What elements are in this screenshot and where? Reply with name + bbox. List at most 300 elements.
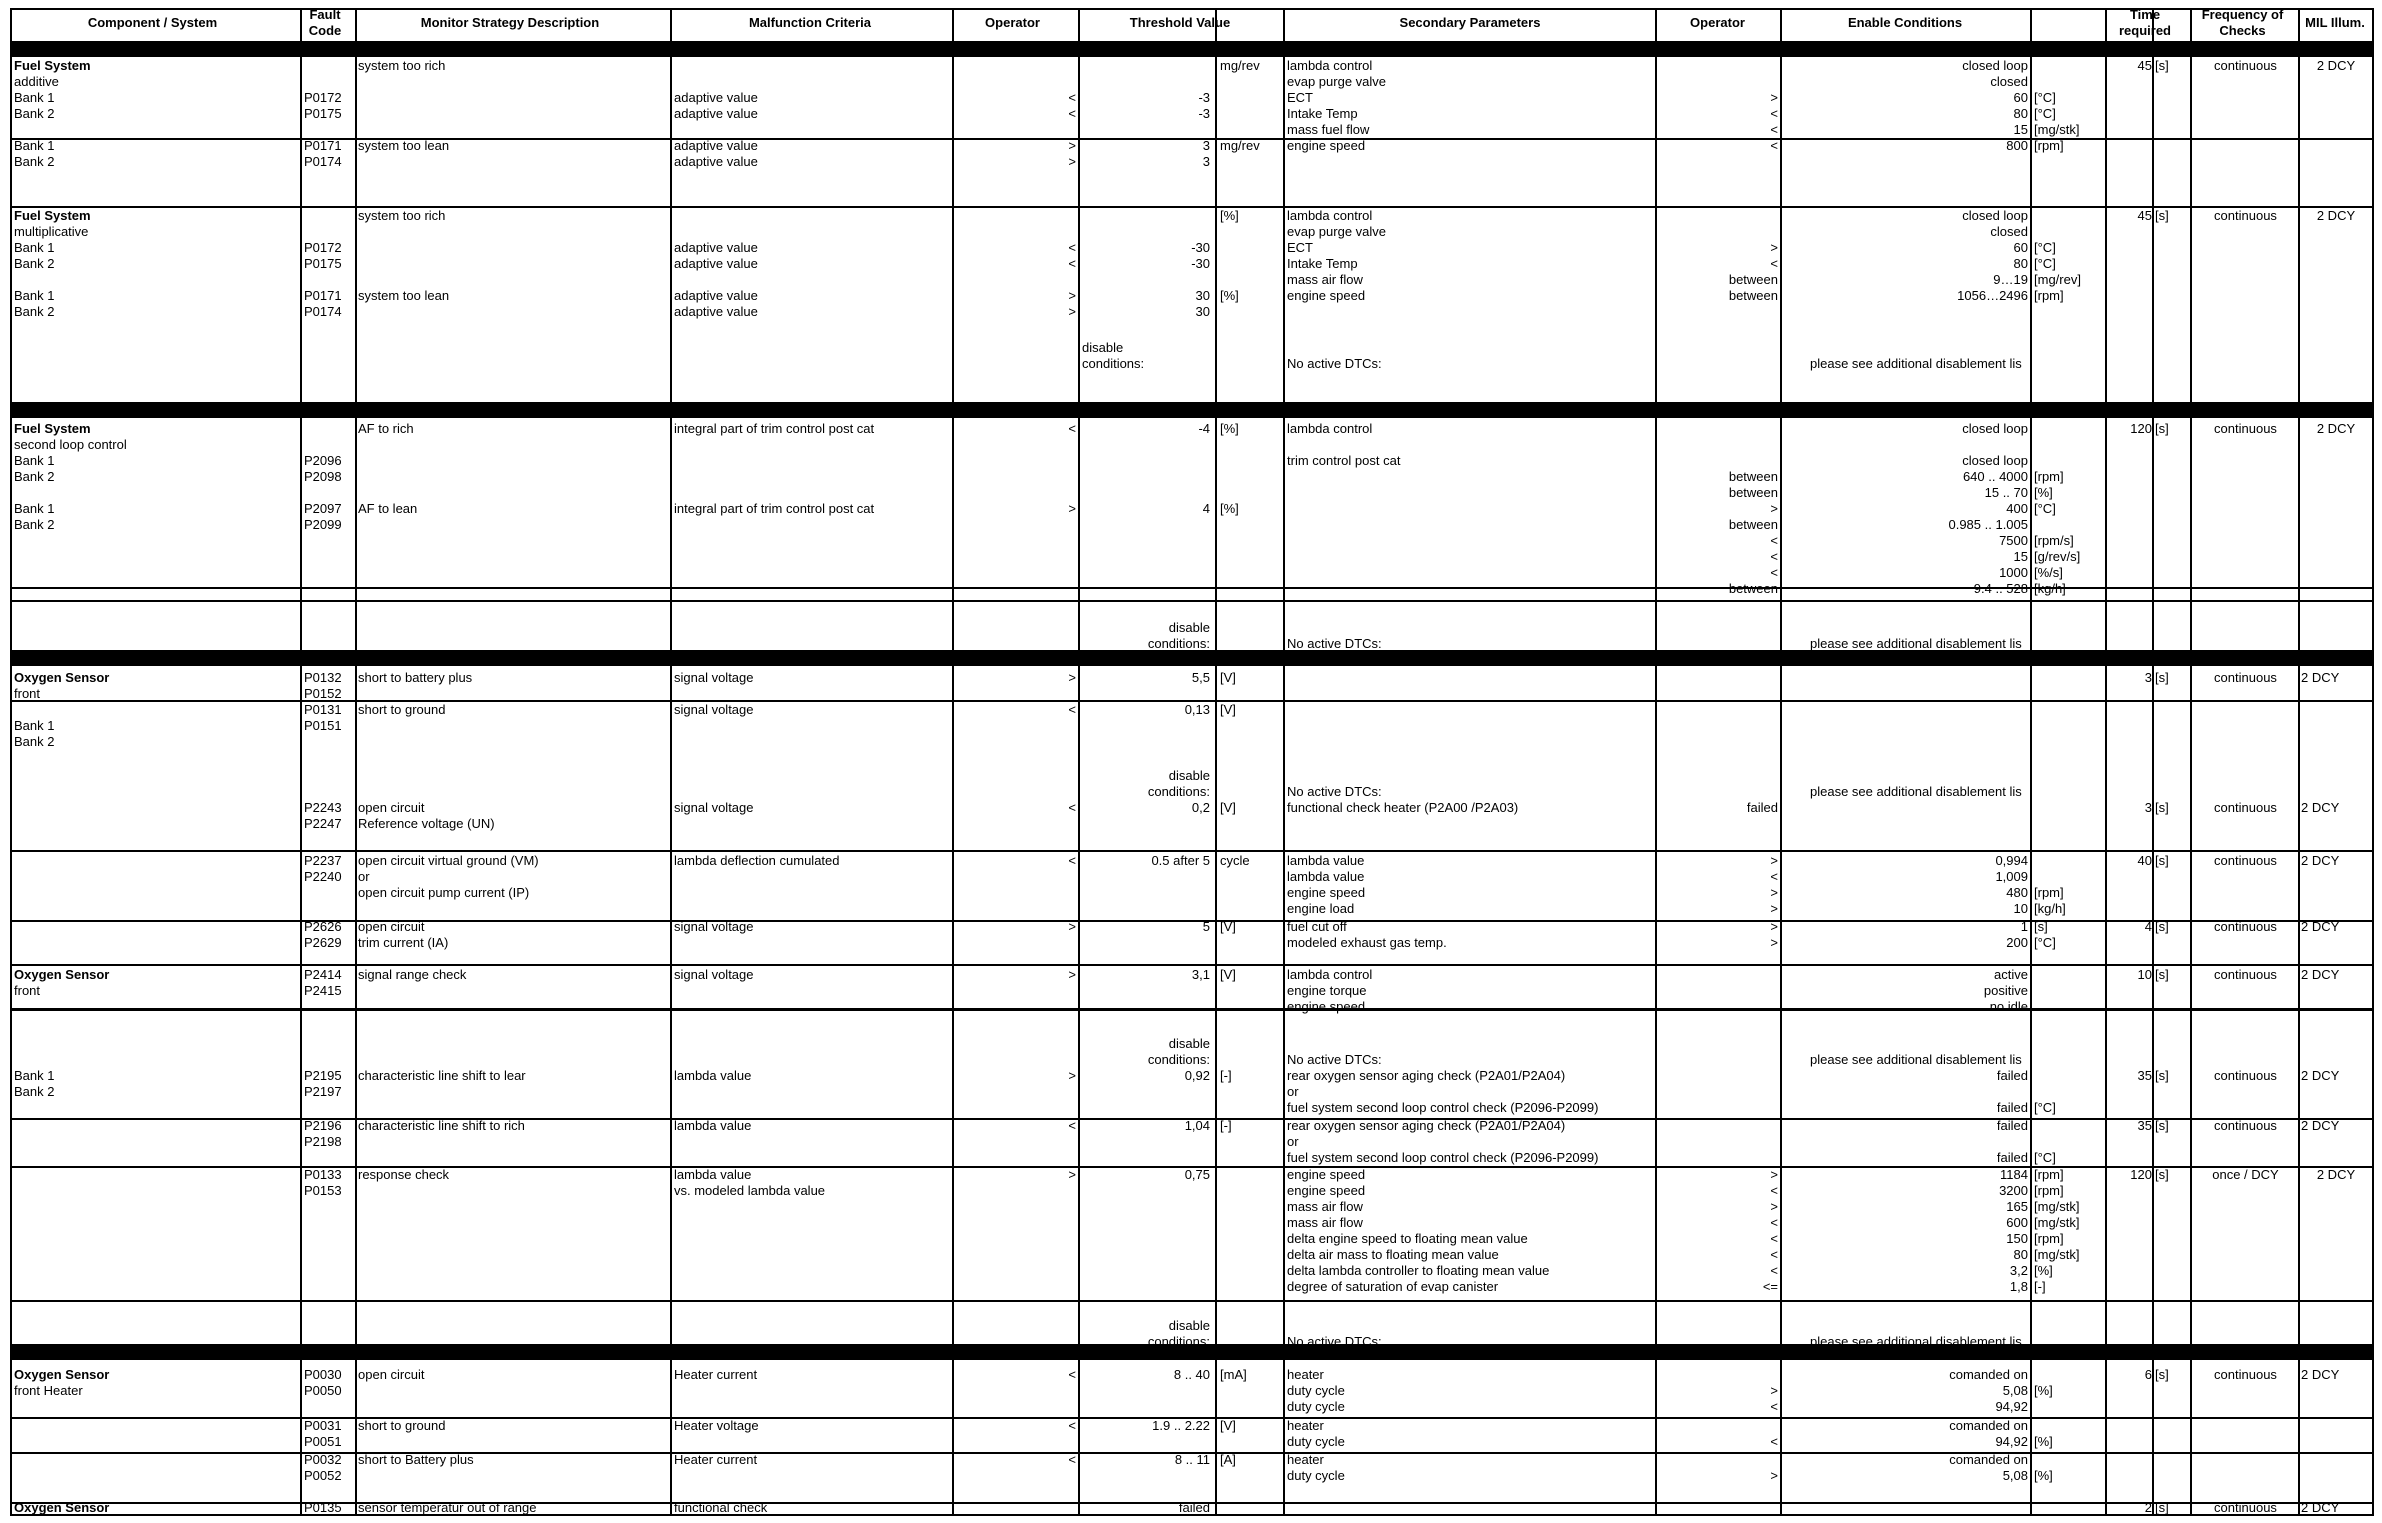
table-cell: [mA] bbox=[1220, 1367, 1247, 1382]
enable-value: comanded on bbox=[1949, 1367, 2028, 1382]
operator-value: > bbox=[1068, 288, 1076, 303]
time-value: 10 bbox=[2137, 967, 2152, 982]
mil-value: 2 DCY bbox=[2316, 421, 2356, 436]
col-header-malfunction: Malfunction Criteria bbox=[748, 15, 872, 30]
row-rule bbox=[10, 8, 2372, 10]
enable-value: 60 bbox=[2013, 90, 2028, 105]
table-cell: [s] bbox=[2155, 1500, 2169, 1515]
table-cell: [°C] bbox=[2034, 501, 2056, 516]
threshold-value: disable bbox=[1168, 768, 1210, 783]
table-cell: mg/rev bbox=[1220, 58, 1260, 73]
enable-value: 3,2 bbox=[2009, 1263, 2028, 1278]
operator-value: < bbox=[1770, 869, 1778, 884]
table-cell: [°C] bbox=[2034, 90, 2056, 105]
enable-value: failed bbox=[1996, 1118, 2028, 1133]
table-cell: adaptive value bbox=[674, 154, 758, 169]
fault-code: P0174 bbox=[304, 304, 342, 319]
threshold-value: 8 .. 40 bbox=[1173, 1367, 1210, 1382]
table-cell: [rpm] bbox=[2034, 1231, 2064, 1246]
section-divider-bar bbox=[10, 41, 2372, 57]
table-cell: Bank 2 bbox=[14, 734, 55, 749]
frequency-value: continuous bbox=[2214, 670, 2277, 685]
table-cell: [s] bbox=[2155, 670, 2169, 685]
table-cell: Intake Temp bbox=[1287, 256, 1358, 271]
threshold-value: -3 bbox=[1198, 106, 1210, 121]
table-cell: [s] bbox=[2155, 1167, 2169, 1182]
operator-value: < bbox=[1068, 1418, 1076, 1433]
operator-value: < bbox=[1770, 1263, 1778, 1278]
operator-value: > bbox=[1068, 1167, 1076, 1182]
table-cell: integral part of trim control post cat bbox=[674, 421, 875, 436]
table-cell: Bank 2 bbox=[14, 517, 55, 532]
enable-value: 800 bbox=[2006, 138, 2028, 153]
enable-value: closed loop bbox=[1962, 453, 2028, 468]
table-cell: [kg/h] bbox=[2034, 901, 2066, 916]
table-cell: [mg/rev] bbox=[2034, 272, 2081, 287]
threshold-value: 5 bbox=[1202, 919, 1210, 934]
table-cell: adaptive value bbox=[674, 256, 758, 271]
table-cell: heater bbox=[1287, 1418, 1324, 1433]
threshold-value: conditions: bbox=[1147, 1052, 1210, 1067]
operator-value: < bbox=[1770, 1247, 1778, 1262]
table-cell: signal range check bbox=[358, 967, 467, 982]
table-cell: characteristic line shift to lear bbox=[358, 1068, 526, 1083]
section-divider-bar bbox=[10, 650, 2372, 666]
fault-code: P0032 bbox=[304, 1452, 342, 1467]
enable-value: comanded on bbox=[1949, 1418, 2028, 1433]
table-cell: [-] bbox=[1220, 1068, 1232, 1083]
enable-value: 165 bbox=[2006, 1199, 2028, 1214]
operator-value: < bbox=[1068, 1452, 1076, 1467]
column-rule bbox=[952, 8, 954, 1516]
section-divider-bar bbox=[10, 402, 2372, 418]
threshold-value: failed bbox=[1178, 1500, 1210, 1515]
enable-value: 0.985 .. 1.005 bbox=[1948, 517, 2028, 532]
table-cell: rear oxygen sensor aging check (P2A01/P2A04) bbox=[1287, 1118, 1566, 1133]
enable-value: closed loop bbox=[1962, 421, 2028, 436]
enable-value: 200 bbox=[2006, 935, 2028, 950]
table-cell: sensor temperatur out of range bbox=[358, 1500, 537, 1515]
table-cell: rear oxygen sensor aging check (P2A01/P2A04) bbox=[1287, 1068, 1566, 1083]
time-value: 4 bbox=[2144, 919, 2152, 934]
table-cell: Bank 1 bbox=[14, 501, 55, 516]
fault-code: P2096 bbox=[304, 453, 342, 468]
row-rule bbox=[10, 964, 2372, 966]
table-cell: AF to rich bbox=[358, 421, 414, 436]
operator-value: < bbox=[1770, 1215, 1778, 1230]
component-name: Fuel System bbox=[14, 58, 91, 73]
table-cell: fuel system second loop control check (P2096-P2099) bbox=[1287, 1150, 1599, 1165]
table-cell: open circuit bbox=[358, 919, 425, 934]
enable-value: 15 bbox=[2013, 122, 2028, 137]
component-sub: front bbox=[14, 686, 41, 701]
mil-value: 2 DCY bbox=[2301, 800, 2340, 815]
table-cell: mass air flow bbox=[1287, 272, 1363, 287]
table-cell: [rpm/s] bbox=[2034, 533, 2074, 548]
table-cell: Bank 2 bbox=[14, 106, 55, 121]
table-cell: lambda control bbox=[1287, 967, 1373, 982]
table-cell: [-] bbox=[2034, 1279, 2046, 1294]
frequency-value: continuous bbox=[2214, 1068, 2277, 1083]
table-cell: adaptive value bbox=[674, 240, 758, 255]
table-cell: signal voltage bbox=[674, 967, 754, 982]
fault-code: P0171 bbox=[304, 138, 342, 153]
operator-value: < bbox=[1068, 256, 1076, 271]
table-cell: heater bbox=[1287, 1367, 1324, 1382]
operator-value: > bbox=[1770, 240, 1778, 255]
table-cell: [s] bbox=[2155, 1068, 2169, 1083]
threshold-value: 1.9 .. 2.22 bbox=[1152, 1418, 1210, 1433]
table-cell: No active DTCs: bbox=[1287, 1052, 1382, 1067]
operator-value: > bbox=[1770, 885, 1778, 900]
col-header-time: Time required bbox=[2118, 7, 2171, 38]
table-cell: adaptive value bbox=[674, 138, 758, 153]
fault-code: P0172 bbox=[304, 90, 342, 105]
table-cell: short to battery plus bbox=[358, 670, 473, 685]
time-value: 45 bbox=[2137, 208, 2152, 223]
time-value: 3 bbox=[2144, 670, 2152, 685]
table-cell: delta lambda controller to floating mean value bbox=[1287, 1263, 1550, 1278]
table-cell: characteristic line shift to rich bbox=[358, 1118, 525, 1133]
table-cell: [s] bbox=[2155, 853, 2169, 868]
operator-value: > bbox=[1068, 304, 1076, 319]
table-cell: functional check heater (P2A00 /P2A03) bbox=[1287, 800, 1519, 815]
table-cell: engine speed bbox=[1287, 288, 1366, 303]
table-cell: [rpm] bbox=[2034, 469, 2064, 484]
enable-value: 150 bbox=[2006, 1231, 2028, 1246]
row-rule bbox=[10, 600, 2372, 602]
fault-code: P2414 bbox=[304, 967, 342, 982]
table-cell: [-] bbox=[1220, 1118, 1232, 1133]
fault-code: P2415 bbox=[304, 983, 342, 998]
component-sub: front Heater bbox=[14, 1383, 83, 1398]
row-rule bbox=[10, 850, 2372, 852]
column-rule bbox=[300, 8, 302, 1516]
row-rule bbox=[10, 1300, 2372, 1302]
table-cell: mass fuel flow bbox=[1287, 122, 1370, 137]
table-cell: Reference voltage (UN) bbox=[358, 816, 495, 831]
table-cell: cycle bbox=[1220, 853, 1250, 868]
table-cell: delta engine speed to floating mean value bbox=[1287, 1231, 1528, 1246]
table-cell: duty cycle bbox=[1287, 1434, 1345, 1449]
threshold-value: conditions: bbox=[1147, 1334, 1210, 1349]
enable-value: 80 bbox=[2013, 256, 2028, 271]
table-cell: degree of saturation of evap canister bbox=[1287, 1279, 1499, 1294]
mil-value: 2 DCY bbox=[2301, 1118, 2340, 1133]
column-rule bbox=[670, 8, 672, 1516]
table-cell: or bbox=[1287, 1084, 1299, 1099]
table-cell: fuel cut off bbox=[1287, 919, 1347, 934]
threshold-value: 0,2 bbox=[1191, 800, 1210, 815]
table-cell: disable bbox=[1082, 340, 1124, 355]
frequency-value: continuous bbox=[2214, 919, 2277, 934]
table-cell: [°C] bbox=[2034, 1150, 2056, 1165]
enable-value: positive bbox=[1983, 983, 2028, 998]
operator-value: < bbox=[1068, 1367, 1076, 1382]
mil-value: 2 DCY bbox=[2316, 58, 2356, 73]
table-cell: Bank 1 bbox=[14, 240, 55, 255]
mil-value: 2 DCY bbox=[2301, 919, 2340, 934]
table-cell: [mg/stk] bbox=[2034, 1215, 2080, 1230]
table-cell: open circuit bbox=[358, 800, 425, 815]
component-sub: second loop control bbox=[14, 437, 127, 452]
mil-value: 2 DCY bbox=[2301, 1367, 2340, 1382]
table-cell: Bank 2 bbox=[14, 154, 55, 169]
threshold-value: 1,04 bbox=[1184, 1118, 1210, 1133]
operator-value: < bbox=[1770, 1399, 1778, 1414]
table-cell: open circuit bbox=[358, 1367, 425, 1382]
table-cell: signal voltage bbox=[674, 800, 754, 815]
fault-code: P0133 bbox=[304, 1167, 342, 1182]
table-cell: [%] bbox=[2034, 1263, 2053, 1278]
operator-value: <= bbox=[1762, 1279, 1778, 1294]
operator-value: < bbox=[1068, 106, 1076, 121]
table-cell: Bank 1 bbox=[14, 288, 55, 303]
table-cell: [mg/stk] bbox=[2034, 1247, 2080, 1262]
component-name: Fuel System bbox=[14, 421, 91, 436]
enable-value: 9.4 .. 528 bbox=[1973, 581, 2028, 596]
enable-value: 1056…2496 bbox=[1957, 288, 2028, 303]
enable-value: 640 .. 4000 bbox=[1962, 469, 2028, 484]
table-cell: duty cycle bbox=[1287, 1383, 1345, 1398]
operator-value: > bbox=[1068, 138, 1076, 153]
operator-value: > bbox=[1068, 154, 1076, 169]
fault-code: P2098 bbox=[304, 469, 342, 484]
col-header-enable: Enable Conditions bbox=[1847, 15, 1963, 30]
table-cell: lambda value bbox=[1287, 869, 1365, 884]
time-value: 35 bbox=[2137, 1068, 2152, 1083]
table-cell: evap purge valve bbox=[1287, 74, 1387, 89]
threshold-value: -30 bbox=[1191, 240, 1210, 255]
fault-code: P2197 bbox=[304, 1084, 342, 1099]
table-cell: [s] bbox=[2155, 800, 2169, 815]
operator-value: < bbox=[1770, 1183, 1778, 1198]
fault-code: P0175 bbox=[304, 106, 342, 121]
table-cell: please see additional disablement lis bbox=[1810, 784, 2022, 799]
fault-code: P0152 bbox=[304, 686, 342, 701]
fault-code: P0052 bbox=[304, 1468, 342, 1483]
enable-value: 10 bbox=[2013, 901, 2028, 916]
fault-code: P2626 bbox=[304, 919, 342, 934]
table-cell: please see additional disablement lis bbox=[1810, 636, 2022, 651]
table-cell: Intake Temp bbox=[1287, 106, 1358, 121]
table-cell: [s] bbox=[2155, 1367, 2169, 1382]
fault-code: P2099 bbox=[304, 517, 342, 532]
table-cell: No active DTCs: bbox=[1287, 636, 1382, 651]
column-rule bbox=[1283, 8, 1285, 1516]
table-cell: Bank 1 bbox=[14, 1068, 55, 1083]
enable-value: comanded on bbox=[1949, 1452, 2028, 1467]
operator-value: > bbox=[1770, 853, 1778, 868]
operator-value: between bbox=[1728, 517, 1778, 532]
table-cell: mass air flow bbox=[1287, 1215, 1363, 1230]
table-cell: lambda control bbox=[1287, 208, 1373, 223]
table-cell: [%] bbox=[2034, 485, 2053, 500]
table-cell: trim current (IA) bbox=[358, 935, 449, 950]
fault-code: P2629 bbox=[304, 935, 342, 950]
table-cell: [kg/h] bbox=[2034, 581, 2066, 596]
threshold-value: -30 bbox=[1191, 256, 1210, 271]
threshold-value: conditions: bbox=[1147, 636, 1210, 651]
table-cell: system too lean bbox=[358, 138, 450, 153]
frequency-value: continuous bbox=[2214, 967, 2277, 982]
time-value: 40 bbox=[2137, 853, 2152, 868]
operator-value: > bbox=[1068, 967, 1076, 982]
table-cell: [°C] bbox=[2034, 1100, 2056, 1115]
threshold-value: 0.5 after 5 bbox=[1151, 853, 1210, 868]
enable-value: 1,009 bbox=[1995, 869, 2028, 884]
threshold-value: disable bbox=[1168, 1318, 1210, 1333]
time-value: 3 bbox=[2144, 800, 2152, 815]
table-cell: adaptive value bbox=[674, 304, 758, 319]
column-rule bbox=[2190, 8, 2192, 1516]
time-value: 120 bbox=[2130, 421, 2152, 436]
table-cell: [%/s] bbox=[2034, 565, 2063, 580]
column-rule bbox=[2372, 8, 2374, 1516]
table-cell: [s] bbox=[2034, 919, 2048, 934]
table-cell: conditions: bbox=[1082, 356, 1145, 371]
operator-value: < bbox=[1770, 122, 1778, 137]
table-cell: [%] bbox=[2034, 1468, 2053, 1483]
table-cell: [s] bbox=[2155, 58, 2169, 73]
col-header-fault-code: Fault Code bbox=[308, 7, 342, 38]
table-cell: Bank 1 bbox=[14, 90, 55, 105]
threshold-value: 3 bbox=[1202, 154, 1210, 169]
frequency-value: continuous bbox=[2214, 421, 2277, 436]
table-cell: engine load bbox=[1287, 901, 1355, 916]
mil-value: 2 DCY bbox=[2301, 967, 2340, 982]
fault-code: P2247 bbox=[304, 816, 342, 831]
frequency-value: continuous bbox=[2214, 58, 2277, 73]
col-header-secondary: Secondary Parameters bbox=[1399, 15, 1541, 30]
fault-code: P0031 bbox=[304, 1418, 342, 1433]
operator-value: < bbox=[1068, 853, 1076, 868]
component-sub: front bbox=[14, 983, 41, 998]
fault-code: P0131 bbox=[304, 702, 342, 717]
enable-value: 5,08 bbox=[2002, 1468, 2028, 1483]
operator-value: < bbox=[1068, 240, 1076, 255]
table-cell: No active DTCs: bbox=[1287, 1334, 1382, 1349]
component-sub: additive bbox=[14, 74, 59, 89]
fault-code: P0171 bbox=[304, 288, 342, 303]
table-cell: No active DTCs: bbox=[1287, 356, 1382, 371]
table-cell: [s] bbox=[2155, 1118, 2169, 1133]
fault-code: P2240 bbox=[304, 869, 342, 884]
enable-value: active bbox=[1994, 967, 2028, 982]
table-cell: engine speed bbox=[1287, 885, 1366, 900]
threshold-value: 5,5 bbox=[1191, 670, 1210, 685]
column-rule bbox=[1780, 8, 1782, 1516]
threshold-value: 30 bbox=[1195, 288, 1210, 303]
column-rule bbox=[1655, 8, 1657, 1516]
table-cell: [rpm] bbox=[2034, 1183, 2064, 1198]
column-rule bbox=[355, 8, 357, 1516]
table-cell: Heater current bbox=[674, 1367, 758, 1382]
threshold-value: -4 bbox=[1198, 421, 1210, 436]
table-cell: [%] bbox=[1220, 501, 1239, 516]
column-rule bbox=[2030, 8, 2032, 1516]
table-cell: mass air flow bbox=[1287, 1199, 1363, 1214]
frequency-value: continuous bbox=[2214, 1367, 2277, 1382]
table-cell: lambda value bbox=[1287, 853, 1365, 868]
time-value: 35 bbox=[2137, 1118, 2152, 1133]
enable-value: 3200 bbox=[1999, 1183, 2028, 1198]
time-value: 6 bbox=[2144, 1367, 2152, 1382]
table-cell: Heater voltage bbox=[674, 1418, 759, 1433]
threshold-value: 3 bbox=[1202, 138, 1210, 153]
table-cell: system too lean bbox=[358, 288, 450, 303]
table-cell: engine speed bbox=[1287, 1167, 1366, 1182]
column-rule bbox=[1078, 8, 1080, 1516]
table-cell: please see additional disablement lis bbox=[1810, 1334, 2022, 1349]
enable-value: 15 bbox=[2013, 549, 2028, 564]
operator-value: > bbox=[1770, 901, 1778, 916]
table-cell: Bank 1 bbox=[14, 718, 55, 733]
operator-value: < bbox=[1068, 702, 1076, 717]
fault-code: P0050 bbox=[304, 1383, 342, 1398]
fault-code: P0151 bbox=[304, 718, 342, 733]
fault-code: P0172 bbox=[304, 240, 342, 255]
table-cell: [°C] bbox=[2034, 935, 2056, 950]
time-value: 45 bbox=[2137, 58, 2152, 73]
operator-value: > bbox=[1068, 919, 1076, 934]
fault-code: P0153 bbox=[304, 1183, 342, 1198]
component-name: Oxygen Sensor bbox=[14, 1500, 110, 1515]
fault-code: P2237 bbox=[304, 853, 342, 868]
table-cell: adaptive value bbox=[674, 106, 758, 121]
operator-value: < bbox=[1770, 549, 1778, 564]
enable-value: 0,994 bbox=[1995, 853, 2028, 868]
operator-value: failed bbox=[1746, 800, 1778, 815]
table-cell: Bank 2 bbox=[14, 304, 55, 319]
fault-code: P0051 bbox=[304, 1434, 342, 1449]
enable-value: 1,8 bbox=[2009, 1279, 2028, 1294]
enable-value: 94,92 bbox=[1995, 1434, 2028, 1449]
table-cell: Bank 1 bbox=[14, 138, 55, 153]
table-cell: [A] bbox=[1220, 1452, 1236, 1467]
operator-value: < bbox=[1770, 138, 1778, 153]
mil-value: 2 DCY bbox=[2301, 1068, 2340, 1083]
table-cell: lambda value bbox=[674, 1118, 752, 1133]
table-cell: [mg/stk] bbox=[2034, 122, 2080, 137]
operator-value: > bbox=[1068, 1068, 1076, 1083]
table-cell: short to ground bbox=[358, 702, 446, 717]
threshold-value: 3,1 bbox=[1191, 967, 1210, 982]
threshold-value: -3 bbox=[1198, 90, 1210, 105]
table-cell: signal voltage bbox=[674, 919, 754, 934]
table-cell: [°C] bbox=[2034, 240, 2056, 255]
table-cell: please see additional disablement lis bbox=[1810, 1052, 2022, 1067]
operator-value: < bbox=[1770, 1231, 1778, 1246]
table-cell: [%] bbox=[1220, 421, 1239, 436]
table-cell: [mg/stk] bbox=[2034, 1199, 2080, 1214]
time-value: 2 bbox=[2144, 1500, 2152, 1515]
table-cell: [%] bbox=[2034, 1434, 2053, 1449]
table-cell: ECT bbox=[1287, 90, 1313, 105]
table-cell: short to ground bbox=[358, 1418, 446, 1433]
table-cell: lambda control bbox=[1287, 58, 1373, 73]
table-cell: engine torque bbox=[1287, 983, 1367, 998]
table-cell: [V] bbox=[1220, 919, 1236, 934]
enable-value: no idle bbox=[1989, 999, 2028, 1014]
operator-value: < bbox=[1770, 256, 1778, 271]
enable-value: 80 bbox=[2013, 1247, 2028, 1262]
table-cell: [rpm] bbox=[2034, 288, 2064, 303]
operator-value: < bbox=[1770, 533, 1778, 548]
enable-value: closed bbox=[1990, 74, 2028, 89]
table-cell: modeled exhaust gas temp. bbox=[1287, 935, 1447, 950]
threshold-value: disable bbox=[1168, 620, 1210, 635]
